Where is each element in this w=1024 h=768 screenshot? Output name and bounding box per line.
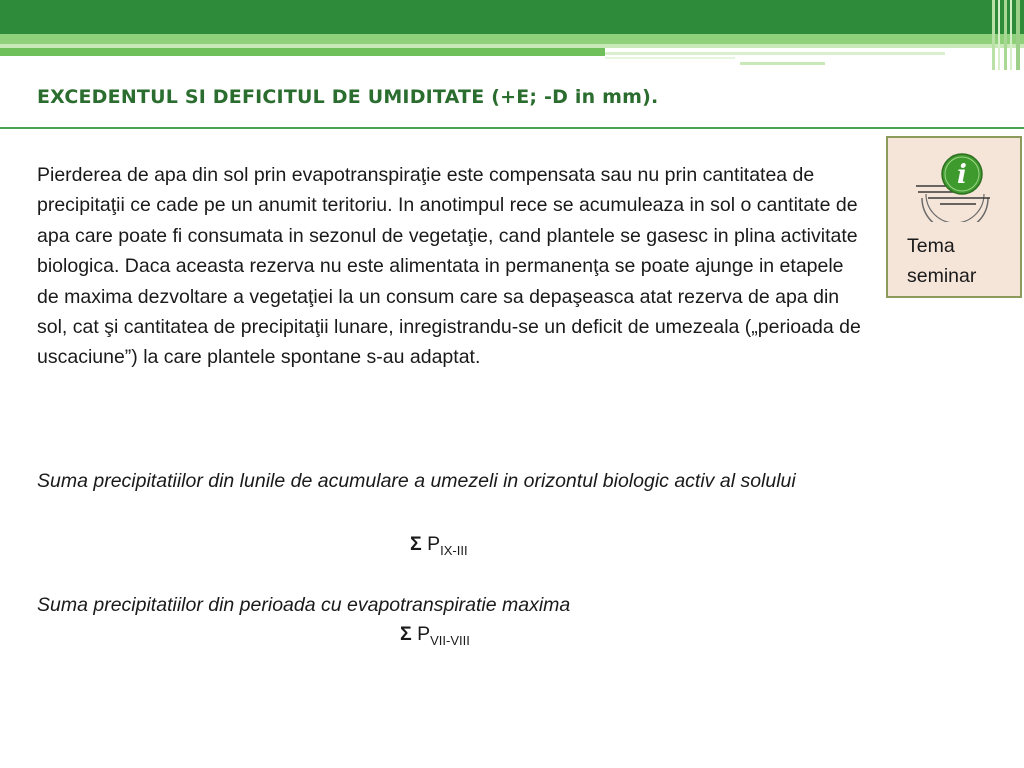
header-accent-line-short	[740, 62, 825, 65]
formula-variable: P	[427, 533, 441, 555]
info-box	[886, 136, 1022, 298]
formula-subscript: VII-VIII	[430, 633, 470, 648]
formula-label-accumulation: Suma precipitatiilor din lunile de acumulare a umezeli in orizontul biologic activ al solului	[37, 470, 796, 492]
header-accent-line-faint	[605, 57, 735, 59]
header-band-dark	[0, 0, 1024, 34]
body-paragraph: Pierderea de apa din sol prin evapotranspiraţie este compensata sau nu prin cantitatea de precipitaţii ce cade pe un anumit teritoriu. In anotimpul rece se acumuleaza in sol o cantitate de apa care poate fi consumata in sezonul de vegetaţie, cand plantele se gasesc in plina activitate biologica. Daca aceasta rezerva nu este alimentata in permanenţa se poate ajunge in etapele de maxima dezvoltare a vegetaţiei la un consum care sa depaşeasca atat rezerva de apa din sol, cat şi cantitatea de precipitaţii lunare, inregistrandu-se un deficit de umezeala („perioada de uscaciune”) la care plantele spontane s-au adaptat.	[37, 164, 861, 369]
header-accent-line	[605, 52, 945, 55]
info-box-label: Tema seminar	[907, 235, 977, 287]
header-accent-segment	[0, 48, 605, 56]
title-divider	[0, 127, 1024, 129]
svg-text:i: i	[957, 160, 967, 190]
formula-variable: P	[417, 623, 431, 645]
slide-title: EXCEDENTUL SI DEFICITUL DE UMIDITATE (+E; -D in mm).	[37, 86, 659, 108]
formula-subscript: IX-III	[440, 543, 468, 558]
sigma-symbol: Σ	[410, 533, 422, 555]
header-band-light	[0, 34, 1024, 44]
formula-label-evapotranspiration: Suma precipitatiilor din perioada cu evapotranspiratie maxima	[37, 594, 571, 616]
formula-evapotranspiration	[400, 620, 470, 655]
formula-accumulation	[410, 530, 468, 565]
header-vertical-stripes	[990, 0, 1024, 70]
sigma-symbol: Σ	[400, 623, 412, 645]
info-icon	[910, 148, 1000, 222]
